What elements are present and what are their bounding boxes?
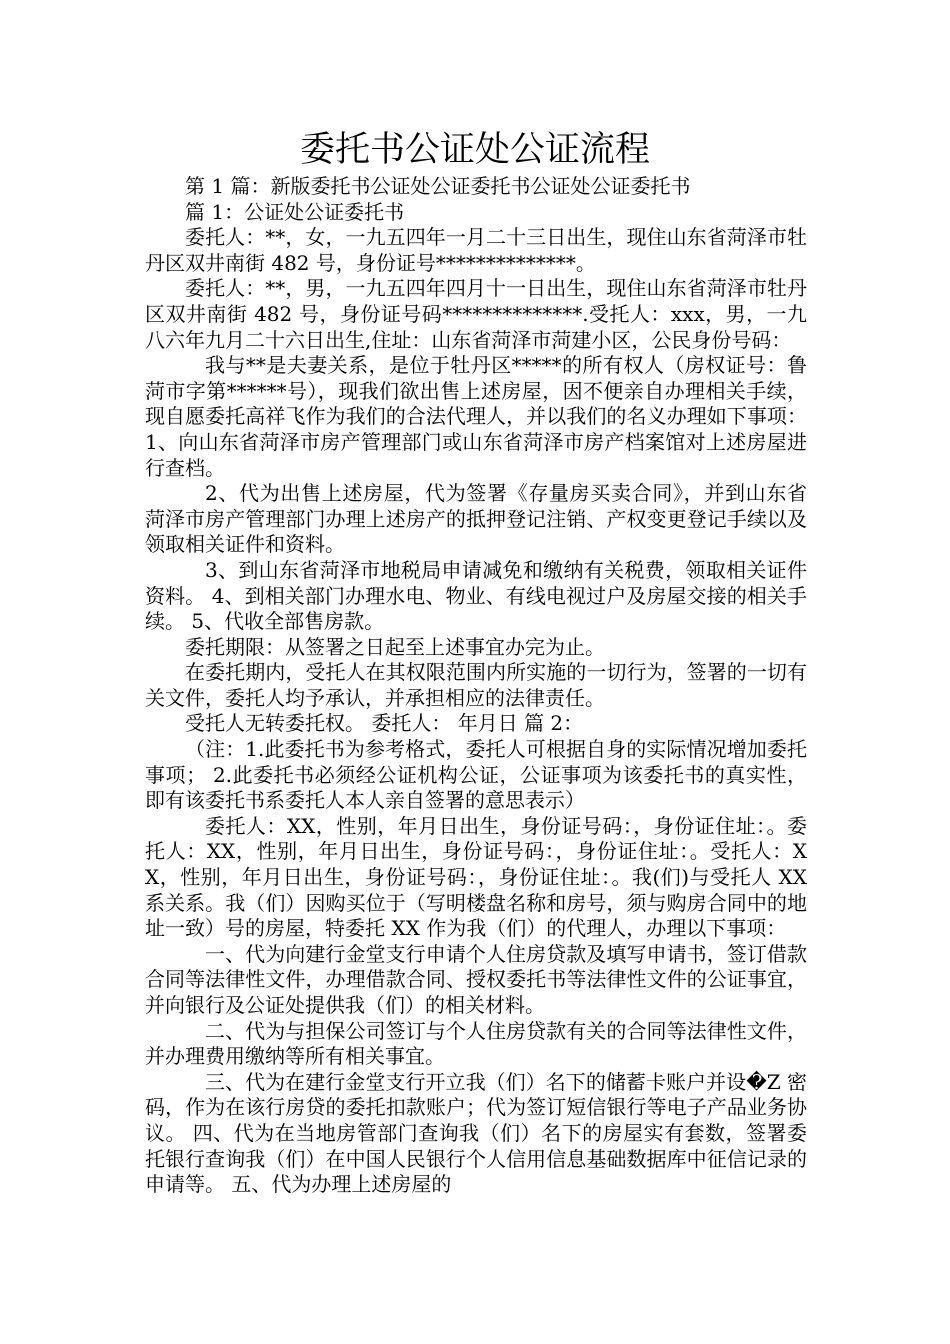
- paragraph-principal-1: 委托人：**，女，一九五四年一月二十三日出生，现住山东省菏泽市牡丹区双井南街 482 号，身份证号**************。: [145, 225, 807, 275]
- paragraph-item-3: 3、到山东省菏泽市地税局申请减免和缴纳有关税费，领取相关证件资料。 4、到相关部门办理水电、物业、有线电视过户及房屋交接的相关手续。 5、代收全部售房款。: [145, 557, 807, 634]
- paragraph-item-2: 2、代为出售上述房屋，代为签署《存量房买卖合同》，并到山东省菏泽市房产管理部门办理上述房产的抵押登记注销、产权变更登记手续以及领取相关证件和资料。: [145, 481, 807, 557]
- paragraph-matter-3: 三、代为在建行金堂支行开立我（们）名下的储蓄卡账户并设�Z 密码，作为在该行房贷的委托扣款账户；代为签订短信银行等电子产品业务协议。 四、代为在当地房管部门查询我（们）名下的房屋实有套数，签署委托银行查询我（们）在中国人民银行个人信用信息基础数据库中征信记录的申请等。 五、代为办理上述房屋的: [145, 1069, 807, 1197]
- paragraph-parties: 委托人：XX，性别，年月日出生，身份证号码：，身份证住址：。委托人：XX，性别，年月日出生，身份证号码：，身份证住址：。受托人：XX，性别，年月日出生，身份证号码：，身份证住址：。我(们)与受托人 XX 系关系。我（们）因购买位于（写明楼盘名称和房号，须与购房合同中的地址一致）号的房屋，特委托 XX 作为我（们）的代理人，办理以下事项：: [145, 813, 807, 941]
- paragraph-relationship: 我与**是夫妻关系，是位于牡丹区*****的所有权人（房权证号：鲁菏市字第******号），现我们欲出售上述房屋，因不便亲自办理相关手续，现自愿委托高祥飞作为我们的合法代理人，并以我们的名义办理如下事项：1、向山东省菏泽市房产管理部门或山东省菏泽市房产档案馆对上述房屋进行查档。: [145, 353, 807, 480]
- paragraph-matter-2: 二、代为与担保公司签订与个人住房贷款有关的合同等法律性文件，并办理费用缴纳等所有相关事宜。: [145, 1018, 807, 1069]
- paragraph-principal-2: 委托人：**，男，一九五四年四月十一日出生，现住山东省菏泽市牡丹区双井南街 482 号，身份证号码**************.受托人：xxx，男，一九八六年九月二十六日出生,住址：山东省菏泽市菏建小区，公民身份号码：: [145, 276, 807, 352]
- paragraph-note: （注：1.此委托书为参考格式，委托人可根据自身的实际情况增加委托事项； 2.此委托书必须经公证机构公证，公证事项为该委托书的真实性，即有该委托书系委托人本人亲自签署的意思表示）: [145, 737, 807, 813]
- paragraph-term: 委托期限：从签署之日起至上述事宜办完为止。: [185, 634, 605, 659]
- paragraph-matter-1: 一、代为向建行金堂支行申请个人住房贷款及填写申请书，签订借款合同等法律性文件，办理借款合同、授权委托书等法律性文件的公证事宜，并向银行及公证处提供我（们）的相关材料。: [145, 941, 807, 1017]
- document-body: [145, 174, 807, 1198]
- paragraph-liability: 在委托期内，受托人在其权限范围内所实施的一切行为，签署的一切有关文件，委托人均予承认，并承担相应的法律责任。: [145, 660, 807, 710]
- paragraph-section-heading: 篇 1：公证处公证委托书: [185, 199, 405, 224]
- paragraph-part-heading: 第 1 篇：新版委托书公证处公证委托书公证处公证委托书: [185, 174, 691, 198]
- document-title: 委托书公证处公证流程: [299, 130, 650, 170]
- paragraph-no-subdelegation: 受托人无转委托权。 委托人： 年月日 篇 2：: [185, 711, 584, 736]
